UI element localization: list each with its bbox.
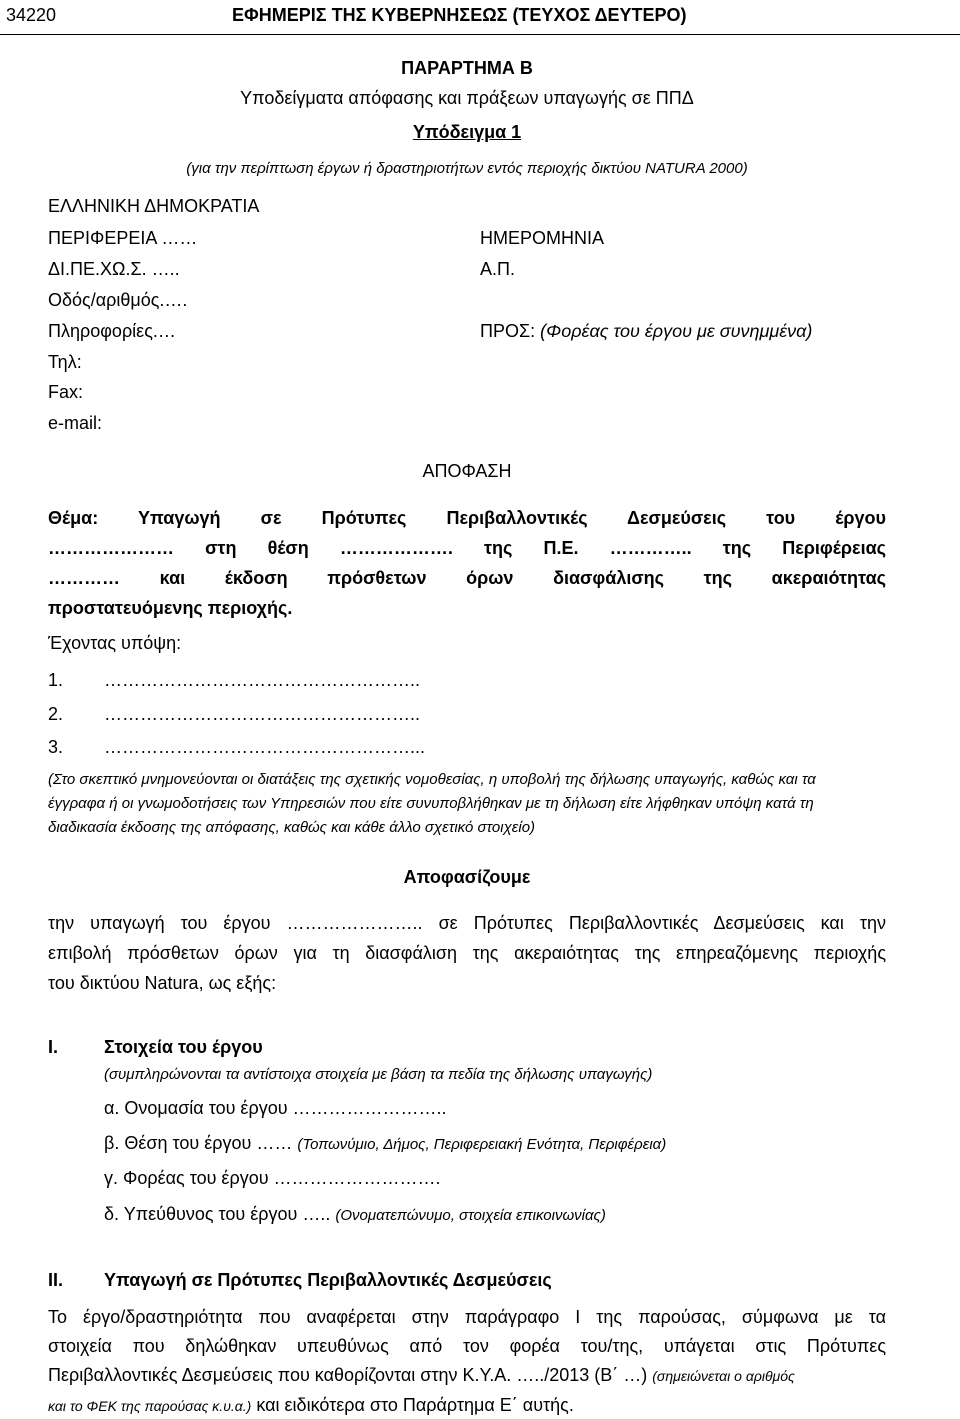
sender-line: Πληροφορίες.…: [48, 321, 176, 341]
section2-number: ΙΙ.: [48, 1270, 64, 1290]
section2-text: και ειδικότερα στο Παράρτημα Ε΄ αυτής.: [256, 1395, 574, 1415]
decide-line: του δικτύου Natura, ως εξής:: [48, 973, 277, 993]
item-text: ……………………………………………..: [104, 704, 421, 724]
sender-line: e-mail:: [48, 413, 103, 433]
section2-text: Περιβαλλοντικές Δεσμεύσεις που καθορίζονται στην Κ.Υ.Α. …../2013 (Β΄ …): [48, 1365, 648, 1385]
field-label: β. Θέση του έργου ……: [104, 1133, 293, 1153]
section2-line: Το έργο/δραστηριότητα που αναφέρεται στην παράγραφο Ι της παρούσας, σύμφωνα με τα: [48, 1307, 886, 1327]
annex-subtitle: Υποδείγματα απόφασης και πράξεων υπαγωγής σε ΠΠΔ: [240, 88, 694, 108]
section1-number: Ι.: [48, 1037, 59, 1057]
item-number: 2.: [48, 704, 64, 724]
section1-note: (συμπληρώνονται τα αντίστοιχα στοιχεία με βάση τα πεδία της δήλωσης υπαγωγής): [104, 1066, 653, 1083]
section2-line: [48, 1395, 574, 1416]
section2-line: στοιχεία που δηλώθηκαν υπευθύνως από τον φορέα του/της, υπάγεται στις Πρότυπες: [48, 1336, 886, 1356]
decision-heading: ΑΠΟΦΑΣΗ: [422, 461, 512, 481]
item-number: 1.: [48, 670, 64, 690]
project-field: [104, 1204, 606, 1225]
item-text: ……………………………………………...: [104, 737, 426, 757]
field-label: α. Ονομασία του έργου ……………………..: [104, 1098, 447, 1118]
section2-note: (σημειώνεται ο αριθμός: [652, 1368, 795, 1384]
section2-note: και το ΦΕΚ της παρούσας κ.υ.α.): [48, 1398, 252, 1414]
annex-title: ΠΑΡΑΡΤΗΜΑ Β: [401, 58, 533, 78]
field-label: γ. Φορέας του έργου ……………………….: [104, 1168, 441, 1188]
project-field: [104, 1098, 447, 1119]
sample-note: (για την περίπτωση έργων ή δραστηριοτήτων εντός περιοχής δικτύου NATURA 2000): [186, 160, 748, 177]
field-label: δ. Υπεύθυνος του έργου …..: [104, 1204, 331, 1224]
list-item: [48, 737, 426, 758]
list-item: [48, 704, 421, 725]
section2-line: [48, 1365, 795, 1386]
protocol-label: Α.Π.: [480, 259, 516, 279]
decide-line: την υπαγωγή του έργου ………………….. σε Πρότυπες Περιβαλλοντικές Δεσμεύσεις και την: [48, 913, 886, 933]
subject-line: προστατευόμενης περιοχής.: [48, 598, 293, 618]
list-item: [48, 670, 421, 691]
page-header: [0, 0, 960, 35]
recipient-line: [480, 321, 812, 342]
sample-title: Υπόδειγμα 1: [412, 122, 522, 142]
explanation-line: (Στο σκεπτικό μνημονεύονται οι διατάξεις της σχετικής νομοθεσίας, η υποβολή της δήλωσης υπαγωγής, καθώς και τα: [48, 771, 816, 788]
to-value: (Φορέας του έργου με συνημμένα): [540, 321, 813, 341]
sender-line: Τηλ:: [48, 352, 82, 372]
subject-line: Θέμα: Υπαγωγή σε Πρότυπες Περιβαλλοντικές Δεσμεύσεις του έργου: [48, 508, 886, 528]
sender-line: Fax:: [48, 382, 84, 402]
sender-line: Οδός/αριθμός.….: [48, 290, 188, 310]
sender-line: ΠΕΡΙΦΕΡΕΙΑ ……: [48, 228, 198, 248]
sender-line: ΕΛΛΗΝΙΚΗ ΔΗΜΟΚΡΑΤΙΑ: [48, 196, 260, 216]
sender-line: ΔΙ.ΠΕ.ΧΩ.Σ. …..: [48, 259, 180, 279]
subject-line: ………… και έκδοση πρόσθετων όρων διασφάλισης της ακεραιότητας: [48, 568, 886, 588]
section1-title: Στοιχεία του έργου: [104, 1037, 263, 1057]
subject-line: ………………… στη θέση ………………. της Π.Ε. ………….. της Περιφέρειας: [48, 538, 886, 558]
item-number: 3.: [48, 737, 64, 757]
project-field: [104, 1168, 441, 1189]
gazette-title: ΕΦΗΜΕΡΙΣ ΤΗΣ ΚΥΒΕΡΝΗΣΕΩΣ (ΤΕΥΧΟΣ ΔΕΥΤΕΡΟ): [232, 5, 687, 25]
we-decide-heading: Αποφασίζουμε: [403, 867, 531, 887]
item-text: ……………………………………………..: [104, 670, 421, 690]
explanation-line: έγγραφα ή οι γνωμοδοτήσεις των Υπηρεσιών που είτε συνυποβλήθηκαν με τη δήλωση είτε λήφθηκαν υπόψη κατά τη: [48, 795, 814, 812]
date-label: ΗΜΕΡΟΜΗΝΙΑ: [480, 228, 605, 248]
section2-title: Υπαγωγή σε Πρότυπες Περιβαλλοντικές Δεσμεύσεις: [104, 1270, 552, 1290]
to-label: ΠΡΟΣ:: [480, 321, 536, 341]
project-field: [104, 1133, 666, 1154]
explanation-line: διαδικασία έκδοσης της απόφασης, καθώς και κάθε άλλο σχετικό στοιχείο): [48, 819, 536, 836]
field-note: (Ονοματεπώνυμο, στοιχεία επικοινωνίας): [335, 1207, 606, 1224]
considering-label: Έχοντας υπόψη:: [48, 633, 182, 653]
page-number: 34220: [6, 5, 57, 25]
decide-line: επιβολή πρόσθετων όρων για τη διασφάλιση της ακεραιότητας της επηρεαζόμενης περιοχής: [48, 943, 886, 963]
field-note: (Τοπωνύμιο, Δήμος, Περιφερειακή Ενότητα, Περιφέρεια): [297, 1136, 667, 1153]
